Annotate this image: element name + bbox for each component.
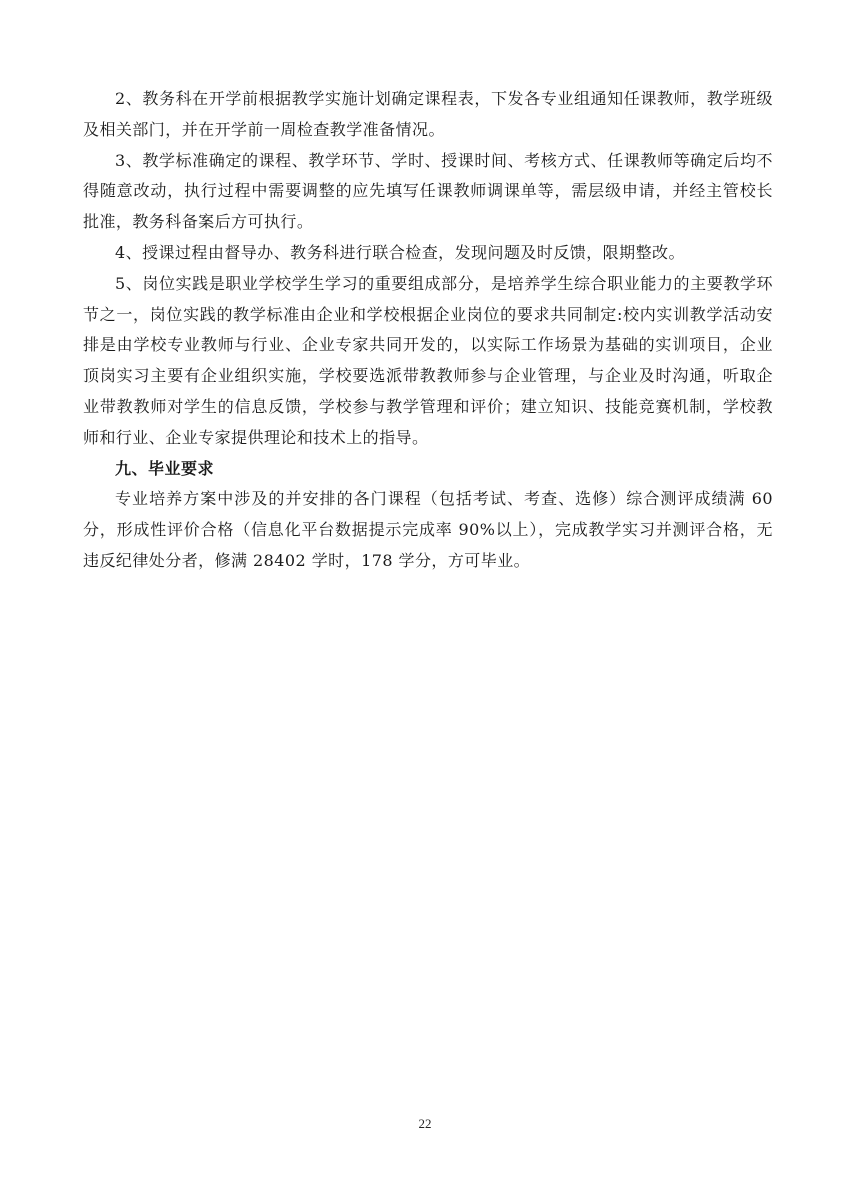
paragraph-teaching-standard: 3、教学标准确定的课程、教学环节、学时、授课时间、考核方式、任课教师等确定后均不得随意改动，执行过程中需要调整的应先填写任课教师调课单等，需层级申请，并经主管校长批准，教务科备案后方可执行。 [83, 150, 773, 232]
paragraph-course-schedule: 2、教务科在开学前根据教学实施计划确定课程表，下发各专业组通知任课教师，教学班级及相关部门，并在开学前一周检查教学准备情况。 [83, 89, 773, 139]
paragraph-job-practice: 5、岗位实践是职业学校学生学习的重要组成部分，是培养学生综合职业能力的主要教学环节之一，岗位实践的教学标准由企业和学校根据企业岗位的要求共同制定:校内实训教学活动安排是由学校专业教师与行业、企业专家共同开发的，以实际工作场景为基础的实训项目，企业顶岗实习主要有企业组织实施，学校要选派带教教师参与企业管理，与企业及时沟通，听取企业带教教师对学生的信息反馈，学校参与教学管理和评价；建立知识、技能竞赛机制，学校教师和行业、企业专家提供理论和技术上的指导。 [83, 273, 773, 447]
paragraph-graduation-requirements: 专业培养方案中涉及的并安排的各门课程（包括考试、考查、选修）综合测评成绩满 60 分，形成性评价合格（信息化平台数据提示完成率 90%以上），完成教学实习并测评合格，无违反纪律处分者，修满 28402 学时，178 学分，方可毕业。 [83, 489, 773, 570]
section-heading: 九、毕业要求 [115, 458, 215, 478]
paragraph-inspection: 4、授课过程由督导办、教务科进行联合检查，发现问题及时反馈，限期整改。 [115, 242, 685, 262]
page-body [83, 84, 773, 577]
page-number: 22 [418, 1116, 432, 1131]
